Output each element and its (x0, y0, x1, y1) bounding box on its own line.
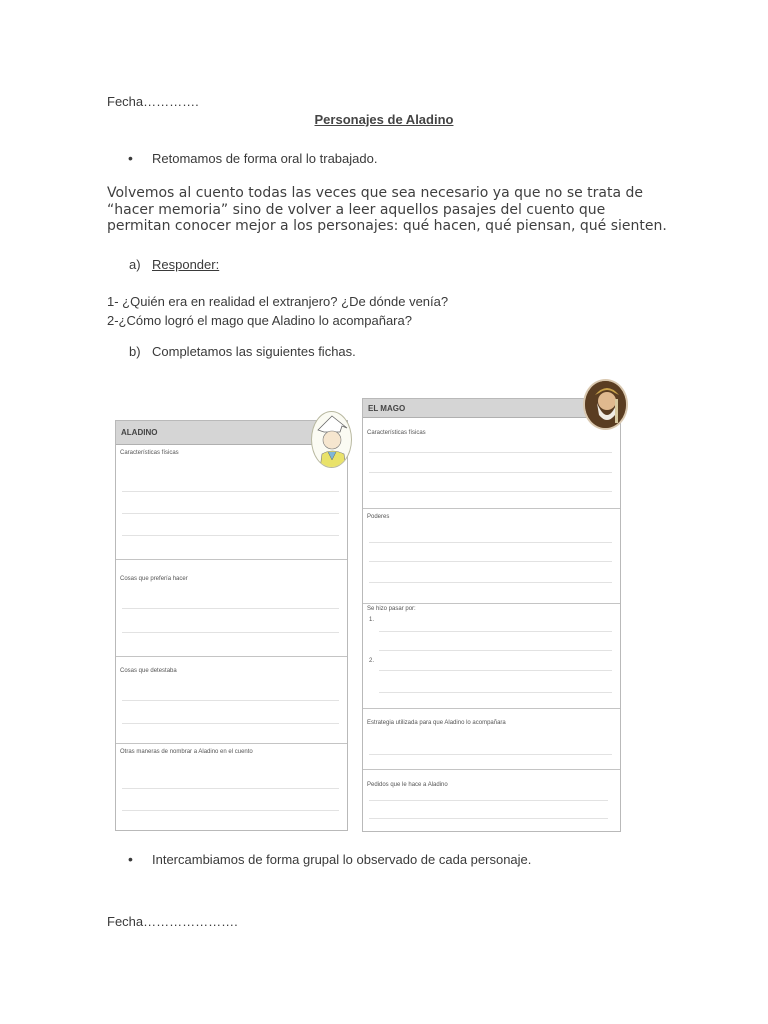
footer-date-line: Fecha…………………. (107, 914, 238, 929)
item-b-marker: b) (129, 344, 141, 359)
page-title: Personajes de Aladino (314, 112, 454, 127)
section-label: Poderes (367, 514, 390, 520)
write-line (369, 472, 612, 473)
section-label: Pedidos que le hace a Aladino (367, 782, 448, 788)
section-label: Características físicas (120, 450, 179, 456)
write-line (122, 608, 339, 609)
write-line (369, 818, 608, 819)
question-2: 2-¿Cómo logró el mago que Aladino lo acompañara? (107, 313, 412, 328)
aladino-portrait-icon (311, 411, 352, 468)
write-line (122, 788, 339, 789)
mago-card-title: EL MAGO (363, 399, 620, 418)
paragraph-line: Volvemos al cuento todas las veces que sea necesario ya que no se trata de (107, 185, 644, 201)
mago-section-powers (363, 508, 620, 604)
write-line (122, 513, 339, 514)
paragraph-line: permitan conocer mejor a los personajes: qué hacen, qué piensan, qué sienten. (107, 218, 667, 234)
section-label: Estrategia utilizada para que Aladino lo acompañara (367, 720, 506, 726)
aladino-section-other-names (116, 743, 347, 832)
write-line (122, 535, 339, 536)
paragraph-line: “hacer memoria” sino de volver a leer aquellos pasajes del cuento que (107, 201, 606, 218)
list-number: 2. (369, 658, 375, 664)
section-label: Se hizo pasar por: (367, 606, 416, 612)
wizard-portrait-icon (583, 379, 628, 430)
write-line (369, 542, 612, 543)
write-line (369, 452, 612, 453)
write-line (379, 631, 612, 632)
aladino-card-title: ALADINO (116, 421, 347, 445)
date-line: Fecha…………. (107, 94, 199, 109)
mago-section-strategy (363, 708, 620, 770)
mago-section-requests (363, 769, 620, 833)
write-line (122, 810, 339, 811)
item-a-marker: a) (129, 257, 141, 272)
aladino-worksheet (115, 420, 348, 831)
write-line (379, 692, 612, 693)
item-a-heading: Responder: (152, 257, 220, 272)
write-line (122, 491, 339, 492)
question-1: 1- ¿Quién era en realidad el extranjero? ¿De dónde venía? (107, 294, 449, 309)
mago-section-physical (363, 418, 620, 508)
bullet-text-oral: Retomamos de forma oral lo trabajado. (152, 151, 378, 166)
aladino-section-prefers (116, 559, 347, 657)
aladino-section-physical (116, 445, 347, 559)
section-label: Características físicas (367, 430, 426, 436)
write-line (369, 491, 612, 492)
write-line (122, 700, 339, 701)
write-line (369, 800, 608, 801)
write-line (379, 670, 612, 671)
bullet-text-group: Intercambiamos de forma grupal lo observado de cada personaje. (152, 852, 532, 867)
bullet-dot-icon: • (128, 851, 133, 867)
write-line (369, 754, 612, 755)
intro-paragraph (107, 185, 667, 235)
item-b-text: Completamos las siguientes fichas. (152, 344, 356, 359)
write-line (122, 632, 339, 633)
section-label: Otras maneras de nombrar a Aladino en el cuento (120, 749, 253, 755)
mago-worksheet (362, 398, 621, 832)
write-line (369, 582, 612, 583)
section-label: Cosas que prefería hacer (120, 576, 188, 582)
section-label: Cosas que detestaba (120, 668, 177, 674)
write-line (122, 723, 339, 724)
list-number: 1. (369, 617, 375, 623)
write-line (379, 650, 612, 651)
mago-section-disguise (363, 603, 620, 709)
aladino-section-dislikes (116, 656, 347, 744)
write-line (369, 561, 612, 562)
bullet-dot-icon: • (128, 150, 133, 166)
